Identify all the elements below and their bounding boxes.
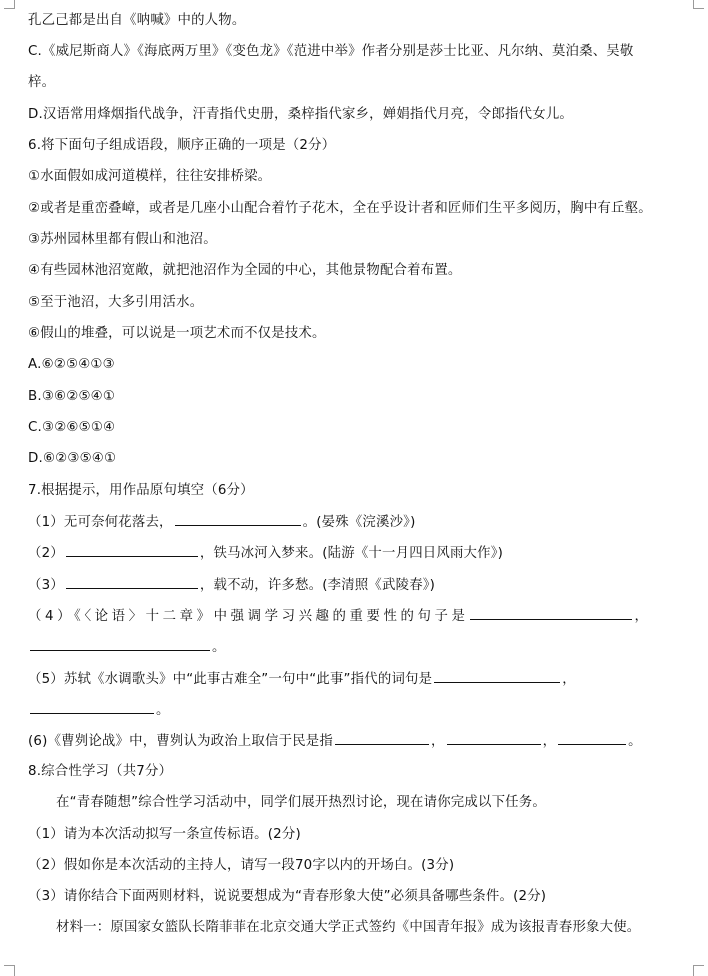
fill-item-4-prompt: （4）《〈论语〉十二章》中强调学习兴趣的重要性的句子是 [28, 609, 469, 624]
answer-option-d: D.⑥②③⑤④① [28, 451, 117, 466]
answer-option-c: C.③②⑥⑤①④ [28, 420, 116, 435]
text-line: 孔乙己都是出自《呐喊》中的人物。 [28, 13, 246, 28]
sentence-6: ⑥假山的堆叠，可以说是一项艺术而不仅是技术。 [28, 326, 326, 341]
answer-blank[interactable] [30, 638, 210, 651]
answer-blank[interactable] [447, 732, 541, 745]
fill-item-4 [28, 607, 688, 626]
sentence-5: ⑤至于池沼，大多引用活水。 [28, 295, 204, 310]
fill-item-3-text: ，载不动，许多愁。(李清照《武陵春》) [199, 578, 436, 593]
answer-blank[interactable] [470, 607, 632, 620]
task-1: （1）请为本次活动拟写一条宣传标语。(2分) [28, 827, 301, 842]
crop-mark-bottom-left [4, 965, 15, 976]
answer-blank[interactable] [66, 576, 198, 589]
answer-blank[interactable] [30, 701, 154, 714]
fill-item-4-continued [28, 638, 688, 657]
option-c-line: C.《威尼斯商人》《海底两万里》《变色龙》《范进中举》作者分别是莎士比亚、凡尔纳、莫泊桑、吴敬 [28, 44, 634, 59]
sentence-4: ④有些园林池沼宽敞，就把池沼作为全园的中心，其他景物配合着布置。 [28, 263, 462, 278]
fill-item-3-number: （3） [28, 578, 64, 593]
fill-item-4-comma: ， [634, 609, 649, 624]
fill-item-2 [28, 544, 688, 563]
sentence-1: ①水面假如成河道模样，往往安排桥梁。 [28, 169, 272, 184]
answer-blank[interactable] [66, 544, 198, 557]
fill-item-3 [28, 576, 688, 595]
question-6-title: 6.将下面句子组成语段，顺序正确的一项是（2分） [28, 138, 336, 153]
answer-blank[interactable] [558, 732, 626, 745]
fill-item-1-prompt: （1）无可奈何花落去， [28, 515, 173, 530]
answer-option-b: B.③⑥②⑤④① [28, 389, 116, 404]
fill-item-6-prompt: (6)《曹刿论战》中，曹刿认为政治上取信于民是指 [28, 734, 333, 749]
answer-blank[interactable] [175, 513, 301, 526]
option-c-continued: 梓。 [28, 75, 56, 90]
fill-item-6-comma-2: ， [542, 734, 557, 749]
question-7-title: 7.根据提示，用作品原句填空（6分） [28, 483, 254, 498]
fill-item-2-text: ，铁马冰河入梦来。(陆游《十一月四日风雨大作》) [199, 546, 504, 561]
fill-item-5-comma: ， [562, 672, 576, 687]
fill-item-5-continued [28, 701, 688, 720]
option-d-line: D.汉语常用烽烟指代战争，汗青指代史册，桑梓指代家乡，婵娟指代月亮，令郎指代女儿。 [28, 107, 573, 122]
answer-option-a: A.⑥②⑤④①③ [28, 357, 115, 372]
activity-intro: 在“青春随想”综合性学习活动中，同学们展开热烈讨论，现在请你完成以下任务。 [56, 795, 546, 810]
answer-blank[interactable] [434, 670, 560, 683]
fill-item-6-end: 。 [628, 734, 642, 749]
material-1: 材料一：原国家女篮队长隋菲菲在北京交通大学正式签约《中国青年报》成为该报青春形象大使。 [56, 920, 641, 935]
question-8-title: 8.综合性学习（共7分） [28, 764, 173, 779]
fill-item-6 [28, 732, 688, 751]
crop-mark-top-left [4, 0, 15, 9]
fill-item-4-end: 。 [212, 640, 226, 655]
fill-item-5-end: 。 [156, 703, 170, 718]
fill-item-2-number: （2） [28, 546, 64, 561]
fill-item-6-comma-1: ， [430, 734, 445, 749]
sentence-3: ③苏州园林里都有假山和池沼。 [28, 232, 217, 247]
fill-item-5-prompt: （5）苏轼《水调歌头》中“此事古难全”一句中“此事”指代的词句是 [28, 672, 433, 687]
task-3: （3）请你结合下面两则材料，说说要想成为“青春形象大使”必须具备哪些条件。(2分) [28, 889, 547, 904]
fill-item-1-source: 。(晏殊《浣溪沙》) [302, 515, 416, 530]
task-2: （2）假如你是本次活动的主持人，请写一段70字以内的开场白。(3分) [28, 858, 455, 873]
answer-blank[interactable] [335, 732, 429, 745]
fill-item-1 [28, 513, 688, 532]
sentence-2: ②或者是重峦叠嶂，或者是几座小山配合着竹子花木，全在乎设计者和匠师们生平多阅历，胸中有丘壑。 [28, 201, 652, 216]
fill-item-5 [28, 670, 688, 689]
crop-mark-top-right [693, 0, 704, 9]
crop-mark-bottom-right [693, 965, 704, 976]
